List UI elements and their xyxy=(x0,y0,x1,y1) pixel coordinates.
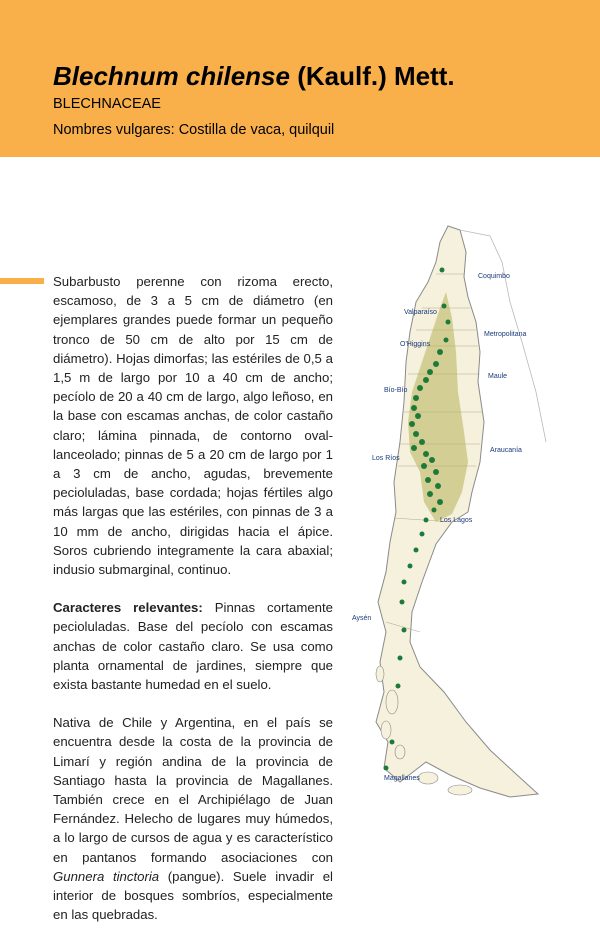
distribution-text-2: (pangue). Suele invadir el interior de bosques sombríos, especialmente en las quebradas. xyxy=(53,868,333,923)
region-label: Bío-Bío xyxy=(384,387,408,394)
region-label: Maule xyxy=(488,373,508,380)
distribution-paragraph xyxy=(53,713,333,924)
species-title xyxy=(53,60,455,92)
distribution-map xyxy=(340,222,560,800)
family-name: BLECHNACEAE xyxy=(53,96,161,112)
region-label: Metropolitana xyxy=(484,331,527,338)
body-text xyxy=(53,272,333,944)
species-author: (Kaulf.) Mett. xyxy=(289,61,455,91)
section-accent-bar xyxy=(0,278,44,284)
description-paragraph: Subarbusto perenne con rizoma erecto, escamoso, de 3 a 5 cm de diámetro (en ejemplares grandes puede formar un pequeño tronco de 50 cm de alto por 15 cm de diámetro). Hojas dimorfas; las estériles de 0,5 a 1,5 m de largo por 10 a 40 cm de ancho; pecíolo de 20 a 40 cm de largo, algo leñoso, en la base con escamas anchas, de color castaño claro; lámina pinnada, de contorno oval-lanceolado; pinnas de 5 a 20 cm de largo por 1 a 3 cm de ancho, agudas, brevemente pecioluladas, base cordada; hojas fértiles algo más largas que las estériles, con pinnas de 3 a 10 mm de ancho, dirigidas hacia el ápice. Soros cubriendo integramente la cara abaxial; indusio submarginal, continuo. xyxy=(53,274,333,578)
region-label: Aysén xyxy=(352,615,372,622)
map-land xyxy=(376,226,538,797)
species-name: Blechnum chilense xyxy=(53,61,290,91)
relevant-paragraph xyxy=(53,598,333,694)
region-label: Los Ríos xyxy=(372,455,400,462)
relevant-text: Pinnas cortamente pecioluladas. Base del pecíolo con escamas anchas de color castaño claro. Se usa como planta ornamental de jardines, siempre que exista bastante humedad en el suelo. xyxy=(53,600,333,693)
gunnera-name: Gunnera tinctoria xyxy=(53,868,160,884)
region-label: Los Lagos xyxy=(440,517,473,524)
relevant-label: Caracteres relevantes: xyxy=(53,600,203,616)
header-banner xyxy=(0,0,600,157)
common-names: Nombres vulgares: Costilla de vaca, quilquil xyxy=(53,122,335,138)
region-label: Araucanía xyxy=(490,447,522,454)
region-label: O'Higgins xyxy=(400,341,431,348)
region-label: Magallanes xyxy=(384,775,420,782)
region-label: Coquimbo xyxy=(478,273,510,280)
distribution-text-1: Nativa de Chile y Argentina, en el país se encuentra desde la costa de la provincia de Limarí y región andina de la provincia de Santiago hasta la provincia de Magallanes. También crece en el Archipiélago de Juan Fernández. Helecho de lugares muy húmedos, a lo largo de cursos de agua y es característico en pantanos formando asociaciones con xyxy=(53,715,333,865)
region-label: Valparaíso xyxy=(404,309,437,316)
